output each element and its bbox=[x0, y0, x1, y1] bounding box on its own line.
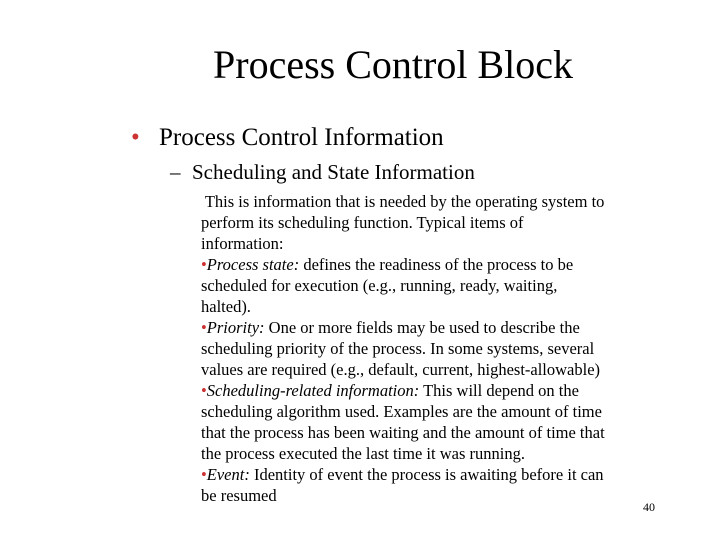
bullet-dot: • bbox=[131, 124, 140, 151]
item-term: Priority: bbox=[206, 318, 265, 337]
item-text: One or more fields may be used to describe the bbox=[264, 318, 580, 337]
item-priority bbox=[201, 317, 701, 338]
subbullet-scheduling-and-state bbox=[170, 158, 475, 186]
item-bullet-dot: • bbox=[201, 381, 207, 400]
intro-line: perform its scheduling function. Typical items of bbox=[201, 213, 524, 232]
item-bullet-dot: • bbox=[201, 318, 207, 337]
intro-line: This is information that is needed by the operating system to bbox=[201, 192, 605, 211]
intro-line: information: bbox=[201, 234, 284, 253]
item-text: Identity of event the process is awaiting before it can bbox=[249, 465, 604, 484]
item-line: scheduled for execution (e.g., running, ready, waiting, bbox=[201, 276, 558, 295]
body-text-block bbox=[201, 191, 701, 506]
item-line: that the process has been waiting and the amount of time that bbox=[201, 423, 605, 442]
item-term: Event: bbox=[206, 465, 250, 484]
bullet-text: Process Control Information bbox=[159, 124, 444, 151]
item-line: scheduling priority of the process. In some systems, several bbox=[201, 339, 595, 358]
item-line: be resumed bbox=[201, 486, 277, 505]
slide-number: 40 bbox=[643, 500, 655, 514]
item-term: Process state: bbox=[206, 255, 300, 274]
bullet-process-control-information bbox=[131, 122, 444, 154]
item-bullet-dot: • bbox=[201, 465, 207, 484]
item-line: halted). bbox=[201, 297, 251, 316]
item-event bbox=[201, 464, 701, 485]
item-scheduling-related-information bbox=[201, 380, 701, 401]
item-text: defines the readiness of the process to be bbox=[299, 255, 574, 274]
item-bullet-dot: • bbox=[201, 255, 207, 274]
subbullet-text: Scheduling and State Information bbox=[192, 160, 475, 184]
slide-title: Process Control Block bbox=[213, 42, 573, 87]
subbullet-dash: – bbox=[170, 160, 181, 184]
item-term: Scheduling-related information: bbox=[206, 381, 420, 400]
item-text: This will depend on the bbox=[419, 381, 579, 400]
item-process-state bbox=[201, 254, 701, 275]
item-line: values are required (e.g., default, current, highest-allowable) bbox=[201, 360, 601, 379]
item-line: the process executed the last time it was running. bbox=[201, 444, 525, 463]
item-line: scheduling algorithm used. Examples are the amount of time bbox=[201, 402, 602, 421]
